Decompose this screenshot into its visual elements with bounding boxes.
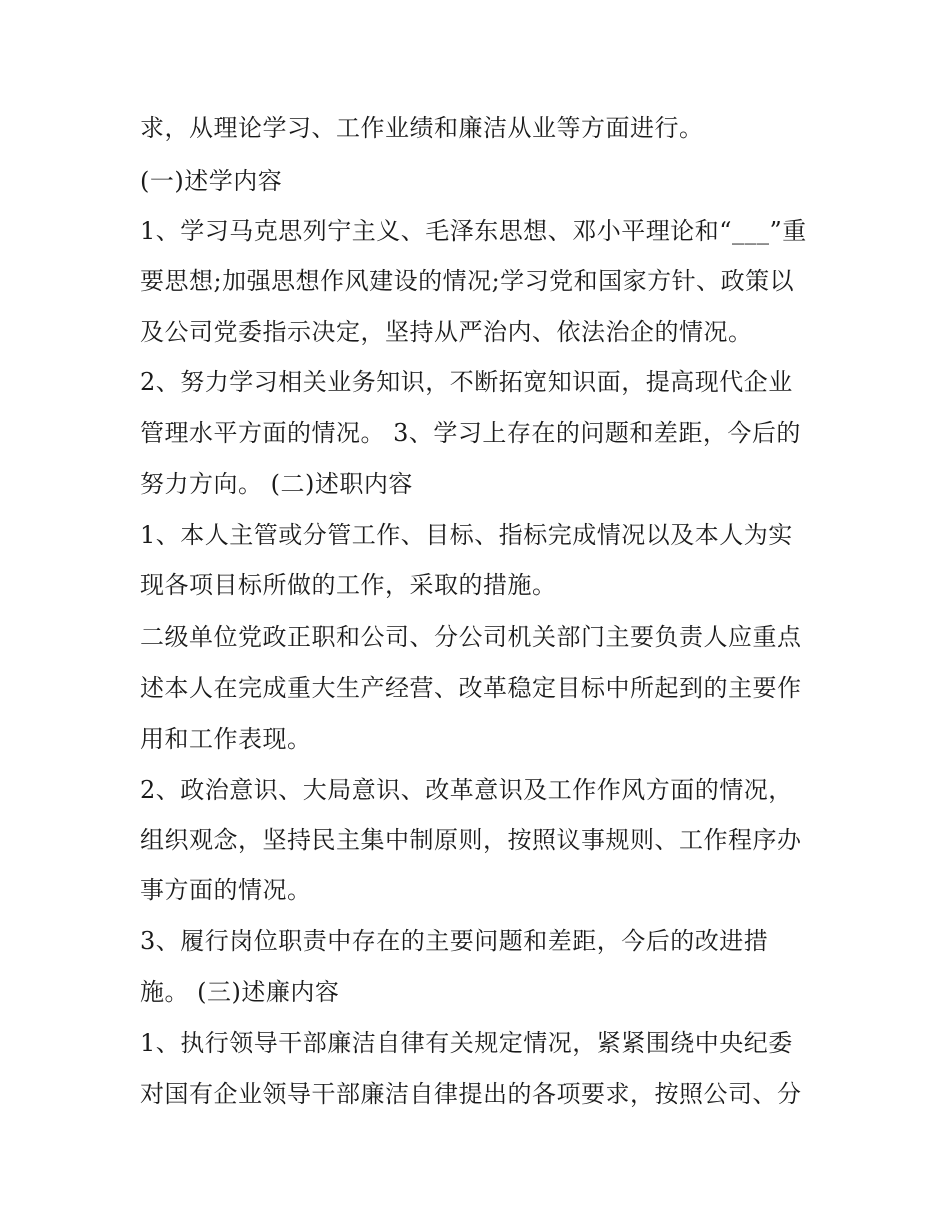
- text-line: 事方面的情况。: [140, 876, 312, 904]
- text-line: 1、执行领导干部廉洁自律有关规定情况，紧紧围绕中央纪委: [140, 1029, 793, 1057]
- text-line: 1、学习马克思列宁主义、毛泽东思想、邓小平理论和“___”重: [140, 217, 807, 245]
- text-line: 努力方向。 (二)述职内容: [140, 470, 413, 498]
- text-line: 3、履行岗位职责中存在的主要问题和差距，今后的改进措: [140, 927, 769, 955]
- text-line: 二级单位党政正职和公司、分公司机关部门主要负责人应重点: [140, 623, 802, 651]
- text-line: 及公司党委指示决定，坚持从严治内、依法治企的情况。: [140, 318, 753, 346]
- text-line: 要思想;加强思想作风建设的情况;学习党和国家方针、政策以: [140, 267, 795, 295]
- text-line: 1、本人主管或分管工作、目标、指标完成情况以及本人为实: [140, 521, 793, 549]
- text-line: 用和工作表现。: [140, 725, 312, 753]
- text-line: 2、努力学习相关业务知识，不断拓宽知识面，提高现代企业: [140, 368, 793, 396]
- text-line: 管理水平方面的情况。 3、学习上存在的问题和差距，今后的: [140, 419, 801, 447]
- text-line: 组织观念，坚持民主集中制原则，按照议事规则、工作程序办: [140, 826, 802, 854]
- text-line: 对国有企业领导干部廉洁自律提出的各项要求，按照公司、分: [140, 1080, 802, 1108]
- text-line: (一)述学内容: [140, 167, 283, 195]
- text-line: 2、政治意识、大局意识、改革意识及工作作风方面的情况，: [140, 776, 793, 804]
- text-line: 施。 (三)述廉内容: [140, 978, 340, 1006]
- text-line: 现各项目标所做的工作，采取的措施。: [140, 571, 557, 599]
- text-line: 求，从理论学习、工作业绩和廉洁从业等方面进行。: [140, 114, 704, 142]
- text-line: 述本人在完成重大生产经营、改革稳定目标中所起到的主要作: [140, 674, 802, 702]
